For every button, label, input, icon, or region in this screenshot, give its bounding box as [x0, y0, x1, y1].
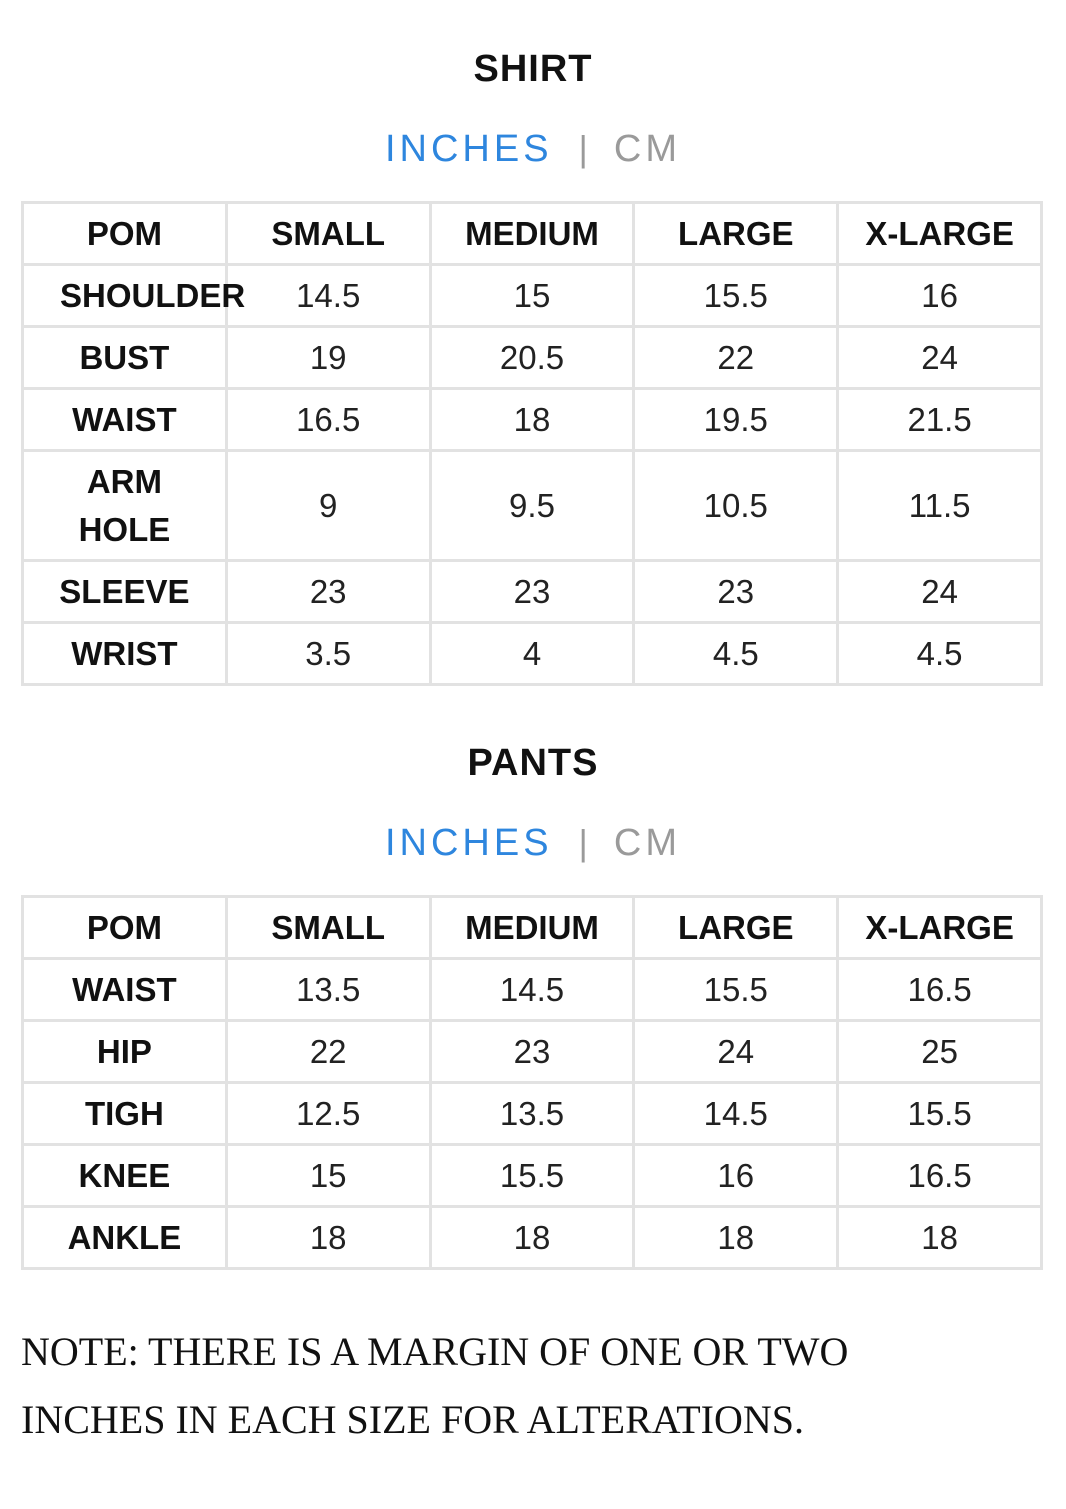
note-line: INCHES IN EACH SIZE FOR ALTERATIONS.	[21, 1397, 805, 1442]
pom-line: ARM	[86, 462, 162, 500]
table-row	[23, 327, 1042, 389]
pom-cell: TIGH	[23, 1083, 227, 1145]
header-medium: MEDIUM	[430, 203, 634, 265]
value-cell: 4.5	[634, 623, 838, 685]
pants-inches-tab[interactable]: INCHES	[384, 822, 553, 864]
value-cell: 19.5	[634, 389, 838, 451]
value-cell: 16	[838, 265, 1042, 327]
header-x-large: X-LARGE	[838, 203, 1042, 265]
pom-cell: ANKLE	[23, 1207, 227, 1269]
value-cell: 16.5	[838, 959, 1042, 1021]
pom-cell: KNEE	[23, 1145, 227, 1207]
value-cell: 22	[226, 1021, 430, 1083]
shirt-unit-toggle	[0, 128, 1066, 171]
shirt-size-table	[21, 201, 1043, 686]
value-cell: 23	[430, 561, 634, 623]
value-cell: 13.5	[226, 959, 430, 1021]
pom-cell	[23, 451, 227, 561]
table-header-row	[23, 897, 1042, 959]
value-cell: 14.5	[430, 959, 634, 1021]
header-x-large: X-LARGE	[838, 897, 1042, 959]
value-cell: 18	[430, 389, 634, 451]
value-cell: 12.5	[226, 1083, 430, 1145]
table-row	[23, 1083, 1042, 1145]
value-cell: 18	[226, 1207, 430, 1269]
value-cell: 18	[430, 1207, 634, 1269]
value-cell: 15.5	[838, 1083, 1042, 1145]
pom-cell: WRIST	[23, 623, 227, 685]
value-cell: 15	[226, 1145, 430, 1207]
value-cell: 13.5	[430, 1083, 634, 1145]
value-cell: 3.5	[226, 623, 430, 685]
header-pom: POM	[23, 203, 227, 265]
table-row	[23, 623, 1042, 685]
value-cell: 16.5	[226, 389, 430, 451]
value-cell: 9.5	[430, 451, 634, 561]
pom-cell: BUST	[23, 327, 227, 389]
pants-cm-tab[interactable]: CM	[613, 822, 682, 864]
pom-cell: HIP	[23, 1021, 227, 1083]
table-row	[23, 265, 1042, 327]
table-row	[23, 1145, 1042, 1207]
value-cell: 23	[226, 561, 430, 623]
table-row	[23, 561, 1042, 623]
pom-cell: WAIST	[23, 959, 227, 1021]
value-cell: 11.5	[838, 451, 1042, 561]
header-pom: POM	[23, 897, 227, 959]
value-cell: 20.5	[430, 327, 634, 389]
header-small: SMALL	[226, 203, 430, 265]
shirt-title: SHIRT	[473, 48, 593, 90]
value-cell: 18	[838, 1207, 1042, 1269]
value-cell: 15	[430, 265, 634, 327]
value-cell: 14.5	[634, 1083, 838, 1145]
header-medium: MEDIUM	[430, 897, 634, 959]
value-cell: 16	[634, 1145, 838, 1207]
value-cell: 24	[634, 1021, 838, 1083]
value-cell: 21.5	[838, 389, 1042, 451]
value-cell: 22	[634, 327, 838, 389]
value-cell: 15.5	[430, 1145, 634, 1207]
note-line: NOTE: THERE IS A MARGIN OF ONE OR TWO	[21, 1329, 849, 1374]
pom-cell: SLEEVE	[23, 561, 227, 623]
pants-size-table	[21, 895, 1043, 1270]
value-cell: 24	[838, 561, 1042, 623]
value-cell: 15.5	[634, 265, 838, 327]
value-cell: 18	[634, 1207, 838, 1269]
table-row	[23, 1021, 1042, 1083]
value-cell: 16.5	[838, 1145, 1042, 1207]
table-row	[23, 1207, 1042, 1269]
value-cell: 24	[838, 327, 1042, 389]
value-cell: 4	[430, 623, 634, 685]
table-row	[23, 959, 1042, 1021]
pom-cell: WAIST	[23, 389, 227, 451]
unit-separator: |	[578, 128, 588, 169]
table-header-row	[23, 203, 1042, 265]
value-cell: 9	[226, 451, 430, 561]
value-cell: 19	[226, 327, 430, 389]
table-row	[23, 451, 1042, 561]
pom-line: HOLE	[78, 510, 171, 548]
header-large: LARGE	[634, 897, 838, 959]
table-row	[23, 389, 1042, 451]
value-cell: 23	[634, 561, 838, 623]
value-cell: 15.5	[634, 959, 838, 1021]
shirt-inches-tab[interactable]: INCHES	[384, 128, 553, 170]
unit-separator: |	[578, 822, 588, 863]
pom-cell: SHOULDER	[23, 265, 227, 327]
header-large: LARGE	[634, 203, 838, 265]
value-cell: 10.5	[634, 451, 838, 561]
header-small: SMALL	[226, 897, 430, 959]
value-cell: 25	[838, 1021, 1042, 1083]
value-cell: 23	[430, 1021, 634, 1083]
value-cell: 14.5	[226, 265, 430, 327]
value-cell: 4.5	[838, 623, 1042, 685]
pants-unit-toggle	[0, 822, 1066, 865]
alterations-note	[21, 1318, 1041, 1454]
shirt-cm-tab[interactable]: CM	[613, 128, 682, 170]
pants-title: PANTS	[467, 742, 599, 784]
